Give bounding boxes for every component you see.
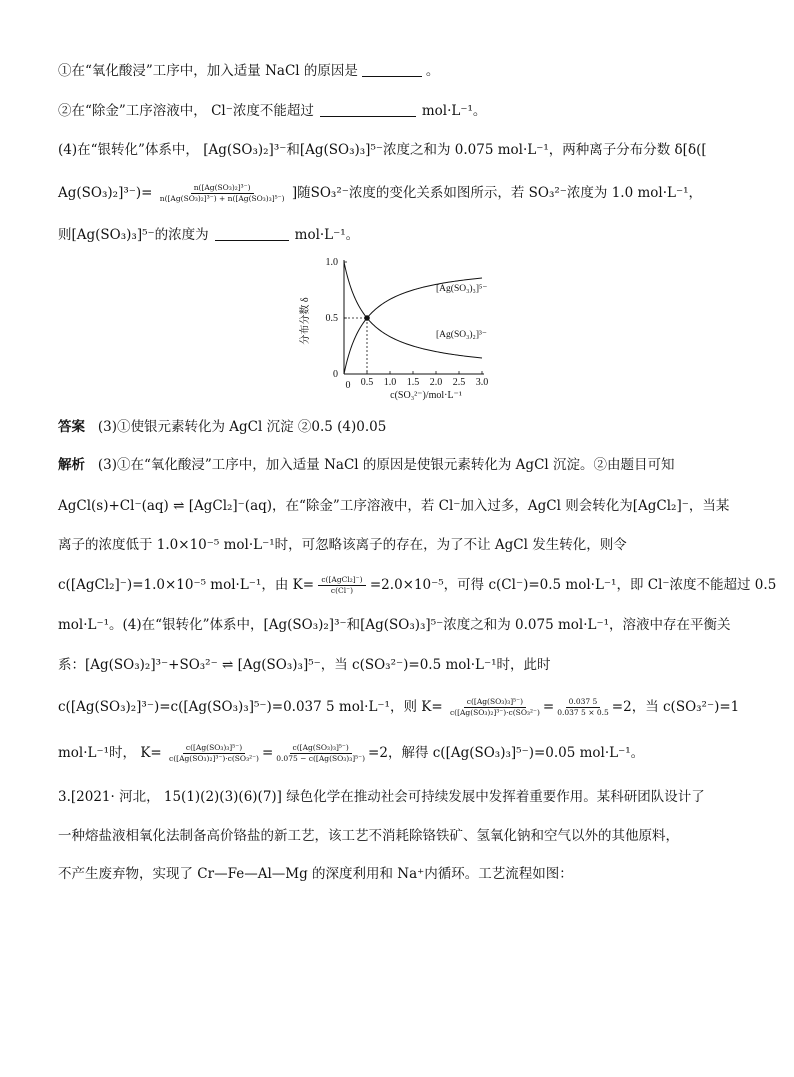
y-tick-label: 0.5 (325, 313, 338, 324)
analysis-line-5: mol·L⁻¹。(4)在“银转化”体系中，[Ag(SO₃)₂]³⁻和[Ag(SO₃)₃]⁵⁻浓度之和为 0.075 mol·L⁻¹，溶液中存在平衡关 (58, 617, 731, 633)
answer-label: 答案 (58, 419, 85, 435)
answer-blank (320, 102, 416, 117)
question-3-line-2: 一种熔盐液相氧化法制备高价铬盐的新工艺，该工艺不消耗除铬铁矿、氢氧化钠和空气以外的其他原料， (58, 828, 679, 844)
series-label: [Ag(SO₃)₂]³⁻ (436, 330, 487, 341)
x-tick-label: 3.0 (475, 377, 489, 388)
answer-blank (215, 226, 289, 241)
fraction: c([AgCl₂]⁻) c(Cl⁻) (318, 575, 365, 596)
question-4-line-1: (4)在“银转化”体系中， [Ag(SO₃)₂]³⁻和[Ag(SO₃)₃]⁵⁻浓度之和为 0.075 mol·L⁻¹，两种离子分布分数 δ[δ([ (58, 142, 707, 158)
y-tick-label: 1.0 (325, 257, 338, 268)
intersection-point (364, 315, 370, 321)
fraction: $\frac{0.037 5}{0.037 5 \times 0.5}$ (557, 697, 609, 717)
analysis-label: 解析 (58, 457, 85, 473)
question-4-line-3: 则[Ag(SO₃)₃]⁵⁻的浓度为 mol·L⁻¹。 (58, 227, 360, 243)
question-3-line-3: 不产生废弃物，实现了 Cr—Fe—Al—Mg 的深度利用和 Na⁺内循环。工艺流程如图： (58, 866, 573, 882)
analysis-line-1: 解析 (3)①在“氧化酸浸”工序中，加入适量 NaCl 的原因是使银元素转化为 AgCl 沉淀。②由题目可知 (58, 457, 675, 473)
answer-line: 答案 (3)①使银元素转化为 AgCl 沉淀 ②0.5 (4)0.05 (58, 419, 387, 435)
series-line-ag-so3-2 (344, 262, 482, 358)
x-tick-label: 1.5 (406, 377, 420, 388)
analysis-line-4: c([AgCl₂]⁻)=1.0×10⁻⁵ mol·L⁻¹，由 K= c([AgCl₂]⁻) c(Cl⁻) =2.0×10⁻⁵，可得 c(Cl⁻)=0.5 mol·L⁻¹，即 Cl⁻浓度不能超过 0.5 (58, 575, 777, 595)
fraction: $\frac{\text{n([Ag(SO₃)₂]³⁻)}}{\text{n([Ag(SO₃)₂]³⁻) + n([Ag(SO₃)₃]⁵⁻)}}$ (159, 183, 285, 203)
x-tick-label: 2.5 (452, 377, 466, 388)
origin-label: 0 (345, 380, 351, 391)
analysis-line-2: AgCl(s)+Cl⁻(aq) ⇌ [AgCl₂]⁻(aq)，在“除金”工序溶液中，若 Cl⁻加入过多，AgCl 则会转化为[AgCl₂]⁻，当某 (58, 498, 730, 514)
analysis-line-6: 系：[Ag(SO₃)₂]³⁻+SO₃²⁻ ⇌ [Ag(SO₃)₃]⁵⁻，当 c(SO₃²⁻)=0.5 mol·L⁻¹时，此时 (58, 657, 551, 673)
fraction: $\frac{\text{c([Ag(SO₃)₃]⁵⁻)}}{\text{c([Ag(SO₃)₂]³⁻)·c(SO₃²⁻)}}$ (449, 697, 540, 717)
answer-blank (362, 62, 422, 77)
x-tick-label: 2.0 (429, 377, 443, 388)
analysis-line-3: 离子的浓度低于 1.0×10⁻⁵ mol·L⁻¹时，可忽略该离子的存在，为了不让 AgCl 发生转化，则令 (58, 537, 627, 553)
fraction: $\frac{\text{c([Ag(SO₃)₃]⁵⁻)}}{\text{0.075 − c([Ag(SO₃)₃]⁵⁻)}}$ (276, 743, 366, 763)
chart-svg (296, 255, 496, 403)
question-3-source: 3.[2021· 河北， 15(1)(2)(3)(6)(7)] (58, 789, 282, 805)
analysis-line-7: c([Ag(SO₃)₂]³⁻)=c([Ag(SO₃)₃]⁵⁻)=0.037 5 mol·L⁻¹，则 K= $\frac{\text{c([Ag(SO₃)₃]⁵⁻)}}{\text{c([Ag(SO₃)₂]³⁻)·c(SO₃²⁻)}}$ = $\frac{0.037 5}{0.037 5 \times 0.5}$ =2，当 c(SO₃²⁻)=1 (58, 697, 740, 717)
x-axis-label: c(SO₃²⁻)/mol·L⁻¹ (390, 390, 462, 401)
fraction: $\frac{\text{c([Ag(SO₃)₃]⁵⁻)}}{\text{c([Ag(SO₃)₂]³⁻)·c(SO₃²⁻)}}$ (169, 743, 259, 763)
question-part-2: ②在“除金”工序溶液中， Cl⁻浓度不能超过 mol·L⁻¹。 (58, 103, 487, 119)
series-label: [Ag(SO₃)₃]⁵⁻ (436, 284, 488, 295)
distribution-chart (296, 255, 496, 403)
question-3-line-1: 3.[2021· 河北， 15(1)(2)(3)(6)(7)] 绿色化学在推动社会可持续发展中发挥着重要作用。某科研团队设计了 (58, 789, 705, 805)
x-tick-label: 1.0 (383, 377, 397, 388)
question-part-1: ①在“氧化酸浸”工序中，加入适量 NaCl 的原因是 。 (58, 63, 440, 79)
analysis-line-8: mol·L⁻¹时， K= $\frac{\text{c([Ag(SO₃)₃]⁵⁻)}}{\text{c([Ag(SO₃)₂]³⁻)·c(SO₃²⁻)}}$ = $\frac{\text{c([Ag(SO₃)₃]⁵⁻)}}{\text{0.075 − c([Ag(SO₃)₃]⁵⁻)}}$ =2，解得 c([Ag(SO₃)₃]⁵⁻)=0.05 mol·L⁻¹。 (58, 743, 645, 763)
x-tick-label: 0.5 (360, 377, 374, 388)
question-4-line-2: Ag(SO₃)₂]³⁻)= $\frac{\text{n([Ag(SO₃)₂]³⁻)}}{\text{n([Ag(SO₃)₂]³⁻) + n([Ag(SO₃)₃]⁵⁻)}}$ ]随SO₃²⁻浓度的变化关系如图所示，若 SO₃²⁻浓度为 1.0 mol·L⁻¹， (58, 183, 703, 203)
y-axis-label: 分布分数 δ (300, 297, 311, 345)
y-tick-label: 0 (333, 369, 338, 380)
